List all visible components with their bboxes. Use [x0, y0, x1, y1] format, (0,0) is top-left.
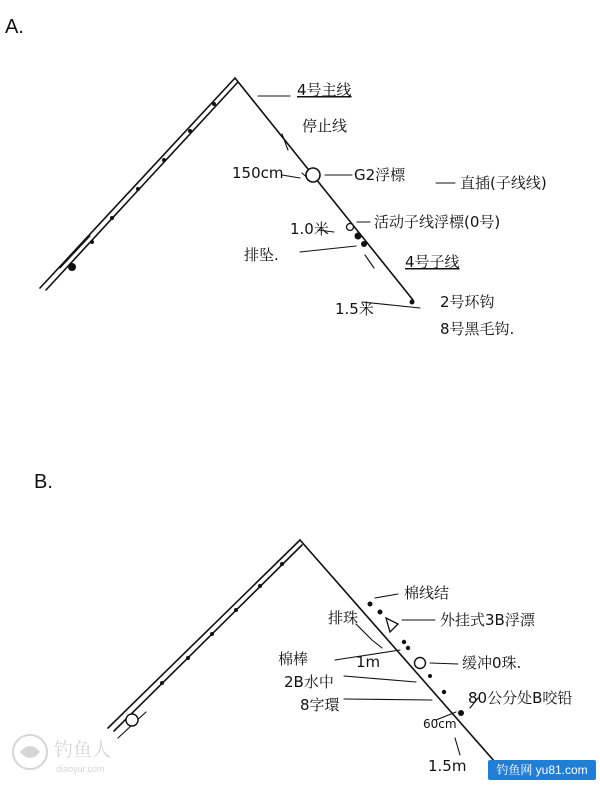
rod-a	[40, 78, 238, 290]
panel-a	[5, 16, 547, 338]
weight-bead-icon	[361, 241, 367, 247]
pointer-buffer-bead	[430, 663, 458, 664]
label-main-line: 4号主线	[297, 81, 352, 99]
label-hook-1: 2号环钩	[440, 293, 495, 311]
label-distance-150cm: 150cm	[232, 164, 284, 182]
main-line-a	[235, 78, 413, 300]
bite-sinker-icon	[458, 710, 464, 716]
label-mid-weight: 2B水中	[284, 673, 334, 691]
label-hook-2: 8号黑毛钩.	[440, 320, 515, 338]
panel-b-letter: B.	[34, 471, 53, 493]
pointer-bead	[356, 624, 382, 648]
panel-a-letter: A.	[5, 16, 24, 38]
pointer-swivel	[344, 699, 432, 700]
label-float-b: 外挂式3B浮漂	[440, 611, 535, 629]
stopper-bead-icon	[378, 610, 383, 615]
float-attachment-icon	[386, 618, 398, 632]
buffer-bead-icon	[415, 658, 426, 669]
pointer-150cm	[282, 175, 300, 178]
pointer-mid-weight	[344, 676, 416, 682]
label-stop-knot: 停止线	[302, 117, 348, 135]
pointer-1-5m-b	[455, 738, 460, 755]
swivel-icon	[442, 690, 446, 694]
label-line-knot: 棉线结	[404, 584, 450, 602]
label-g2-float: G2浮標	[354, 166, 406, 184]
label-bite-sinker: 80公分处B咬铅	[468, 689, 573, 707]
label-distance-1m: 1.0米	[290, 220, 329, 238]
pointer-line-knot	[375, 594, 398, 598]
weight-bead-icon	[355, 233, 362, 240]
hook-icon	[410, 300, 415, 305]
label-sub-line: 4号子线	[405, 253, 460, 271]
sliding-float-icon	[347, 224, 354, 231]
g2-float-icon	[306, 168, 320, 182]
panel-b	[34, 471, 572, 775]
label-weight-b: 棉棒	[278, 650, 309, 668]
watermark	[13, 735, 111, 774]
pointer-weight	[300, 246, 356, 252]
label-buffer-bead: 缓冲0珠.	[462, 654, 522, 672]
footer-badge[interactable]: 钓鱼网 yu81.com	[488, 760, 596, 780]
line-knot-mark	[368, 602, 373, 607]
label-bead: 排珠	[328, 609, 359, 627]
pointer-sub-line	[365, 255, 374, 268]
label-swivel: 8字環	[300, 696, 340, 714]
weight-bead-icon	[428, 674, 432, 678]
watermark-brand: 钓鱼人	[54, 740, 112, 761]
label-distance-1m-b: 1m	[356, 653, 381, 671]
label-direct-tie: 直插(子线线)	[460, 174, 547, 192]
weight-bead-icon	[402, 640, 406, 644]
label-distance-60cm: 60cm	[423, 717, 457, 731]
label-sliding-float: 活动子线浮標(0号)	[374, 213, 501, 231]
label-distance-1-5m: 1.5米	[335, 300, 374, 318]
label-weight: 排坠.	[244, 246, 279, 264]
weight-bead-icon	[406, 646, 410, 650]
rod-b	[108, 540, 302, 738]
label-distance-1-5m-b: 1.5m	[428, 757, 467, 775]
watermark-url: diaoyur.com	[56, 764, 105, 774]
